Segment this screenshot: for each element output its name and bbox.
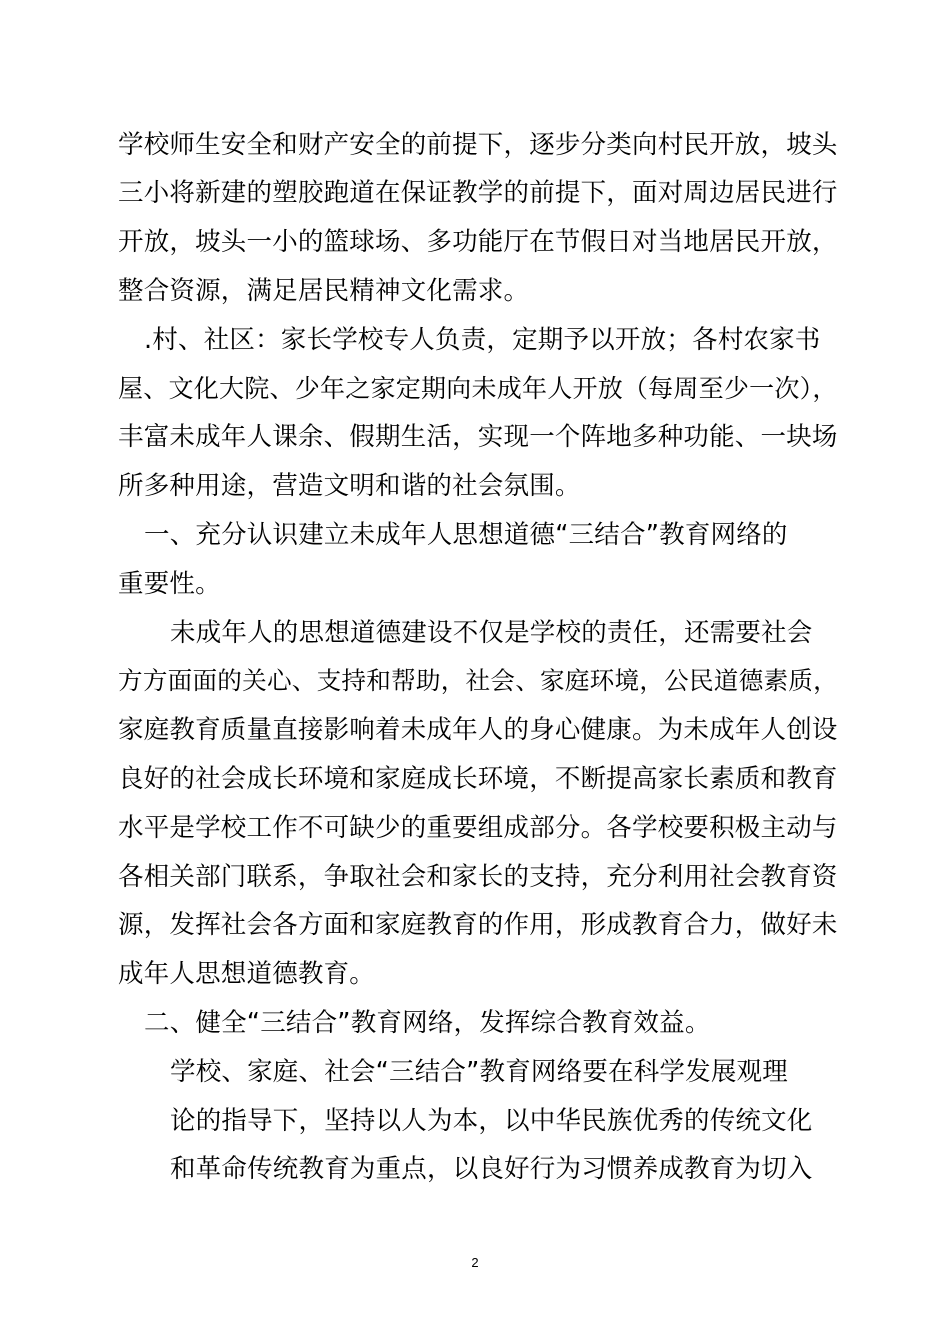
text-line: 所多种用途，营造文明和谐的社会氛围。 (118, 471, 581, 501)
text-line: 成年人思想道德教育。 (118, 959, 376, 989)
text-line: 学校、家庭、社会“三结合”教育网络要在科学发展观理 (170, 1057, 788, 1087)
text-line: 源，发挥社会各方面和家庭教育的作用，形成教育合力，做好未 (118, 910, 838, 940)
text-line: 方方面面的关心、支持和帮助，社会、家庭环境，公民道德素质， (118, 666, 838, 695)
text-line: 各相关部门联系，争取社会和家长的支持，充分利用社会教育资 (118, 862, 838, 892)
text-line: 开放，坡头一小的篮球场、多功能厅在节假日对当地居民开放， (118, 227, 838, 257)
section-heading-1: 一、充分认识建立未成年人思想道德“三结合”教育网络的 (144, 520, 788, 550)
section-heading-2: 二、健全“三结合”教育网络，发挥综合教育效益。 (144, 1008, 711, 1038)
page-number: 2 (471, 1255, 479, 1270)
text-line: 水平是学校工作不可缺少的重要组成部分。各学校要积极主动与 (118, 813, 838, 843)
text-line: 屋、文化大院、少年之家定期向未成年人开放（每周至少一次）， (118, 374, 838, 403)
text-line: .村、社区：家长学校专人负责，定期予以开放；各村农家书 (144, 325, 821, 355)
text-line: 良好的社会成长环境和家庭成长环境，不断提高家长素质和教育 (118, 764, 838, 794)
text-line: 未成年人的思想道德建设不仅是学校的责任，还需要社会 (170, 618, 813, 648)
text-line: 学校师生安全和财产安全的前提下，逐步分类向村民开放，坡头 (118, 130, 838, 160)
section-heading-1-continued: 重要性。 (118, 569, 221, 599)
text-line: 论的指导下，坚持以人为本，以中华民族优秀的传统文化 (170, 1106, 813, 1136)
text-line: 整合资源，满足居民精神文化需求。 (118, 276, 530, 306)
text-line: 和革命传统教育为重点，以良好行为习惯养成教育为切入 (170, 1154, 813, 1184)
text-line: 家庭教育质量直接影响着未成年人的身心健康。为未成年人创设 (118, 715, 838, 745)
text-line: 丰富未成年人课余、假期生活，实现一个阵地多种功能、一块场 (118, 422, 838, 452)
text-line: 三小将新建的塑胶跑道在保证教学的前提下，面对周边居民进行 (118, 178, 838, 208)
